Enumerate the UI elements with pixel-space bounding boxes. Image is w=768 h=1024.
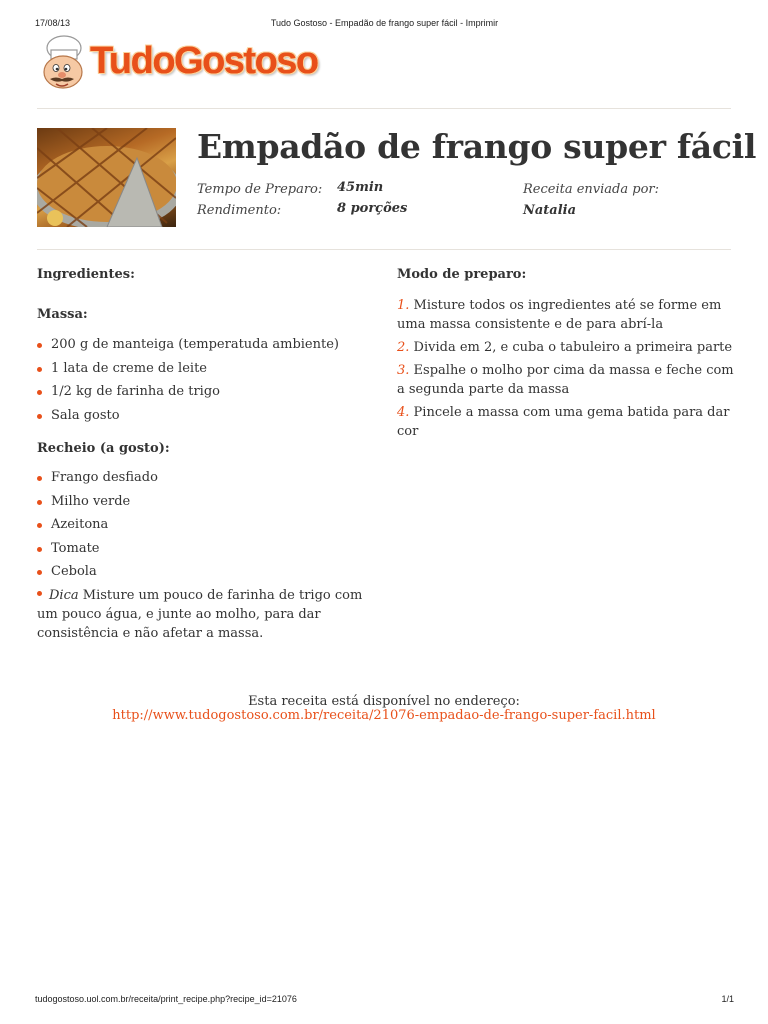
meta-divider bbox=[37, 249, 731, 250]
ingredient-group-title: Recheio (a gosto): bbox=[37, 441, 170, 456]
ingredient-item: Cebola bbox=[37, 563, 367, 587]
recipe-url-link[interactable]: http://www.tudogostoso.com.br/receita/21076-empadao-de-frango-super-facil.html bbox=[112, 708, 656, 723]
page-number: 1/1 bbox=[721, 994, 734, 1004]
yield-value: 8 porções bbox=[337, 201, 408, 216]
step-number: 4. bbox=[397, 405, 410, 420]
ingredient-list-massa bbox=[37, 336, 367, 430]
ingredient-item: Azeitona bbox=[37, 516, 367, 540]
prep-time-label: Tempo de Preparo: bbox=[197, 182, 323, 197]
availability-note: Esta receita está disponível no endereço: bbox=[248, 694, 520, 709]
sent-by-label: Receita enviada por: bbox=[523, 182, 659, 197]
ingredient-item: 1/2 kg de farinha de trigo bbox=[37, 383, 367, 407]
sent-by-value: Natalia bbox=[523, 203, 577, 218]
recipe-photo bbox=[37, 128, 176, 227]
print-footer bbox=[35, 994, 734, 1008]
recipe-title: Empadão de frango super fácil bbox=[197, 127, 757, 166]
step-text: Divida em 2, e cuba o tabuleiro a primeira parte bbox=[413, 340, 733, 355]
print-url: tudogostoso.uol.com.br/receita/print_recipe.php?recipe_id=21076 bbox=[35, 994, 297, 1004]
logo-text: TudoGostoso bbox=[90, 40, 318, 82]
step-item bbox=[397, 296, 737, 334]
step-text: Misture todos os ingredientes até se forme em uma massa consistente e de para abrí-la bbox=[397, 298, 722, 332]
prep-time-value: 45min bbox=[337, 180, 384, 195]
step-item bbox=[397, 403, 737, 441]
chef-mascot-icon bbox=[36, 34, 92, 94]
bullet-icon bbox=[37, 591, 42, 596]
preparation-steps bbox=[397, 296, 737, 445]
step-text: Pincele a massa com uma gema batida para dar cor bbox=[397, 405, 730, 439]
print-date: 17/08/13 bbox=[35, 18, 71, 28]
site-logo[interactable] bbox=[36, 34, 381, 94]
ingredient-list-recheio bbox=[37, 469, 367, 587]
ingredient-group-title: Massa: bbox=[37, 307, 88, 322]
preparation-heading: Modo de preparo: bbox=[397, 267, 527, 282]
ingredient-item: 1 lata de creme de leite bbox=[37, 360, 367, 384]
ingredient-item: Milho verde bbox=[37, 493, 367, 517]
print-document-title: Tudo Gostoso - Empadão de frango super fácil - Imprimir bbox=[270, 18, 499, 28]
ingredient-item: 200 g de manteiga (temperatuda ambiente) bbox=[37, 336, 367, 360]
step-number: 1. bbox=[397, 298, 410, 313]
ingredient-item: Tomate bbox=[37, 540, 367, 564]
tip-text: Misture um pouco de farinha de trigo com um pouco água, e junte ao molho, para dar consistência e não afetar a massa. bbox=[37, 588, 363, 641]
ingredient-item: Frango desfiado bbox=[37, 469, 367, 493]
ingredients-heading: Ingredientes: bbox=[37, 267, 135, 282]
print-header bbox=[35, 18, 734, 32]
step-number: 3. bbox=[397, 363, 410, 378]
step-text: Espalhe o molho por cima da massa e feche com a segunda parte da massa bbox=[397, 363, 734, 397]
yield-label: Rendimento: bbox=[197, 203, 282, 218]
step-item bbox=[397, 338, 737, 357]
step-number: 2. bbox=[397, 340, 410, 355]
tip-note bbox=[37, 586, 367, 643]
tip-label: Dica bbox=[49, 588, 79, 603]
header-divider bbox=[37, 108, 731, 109]
ingredient-item: Sala gosto bbox=[37, 407, 367, 431]
step-item bbox=[397, 361, 737, 399]
